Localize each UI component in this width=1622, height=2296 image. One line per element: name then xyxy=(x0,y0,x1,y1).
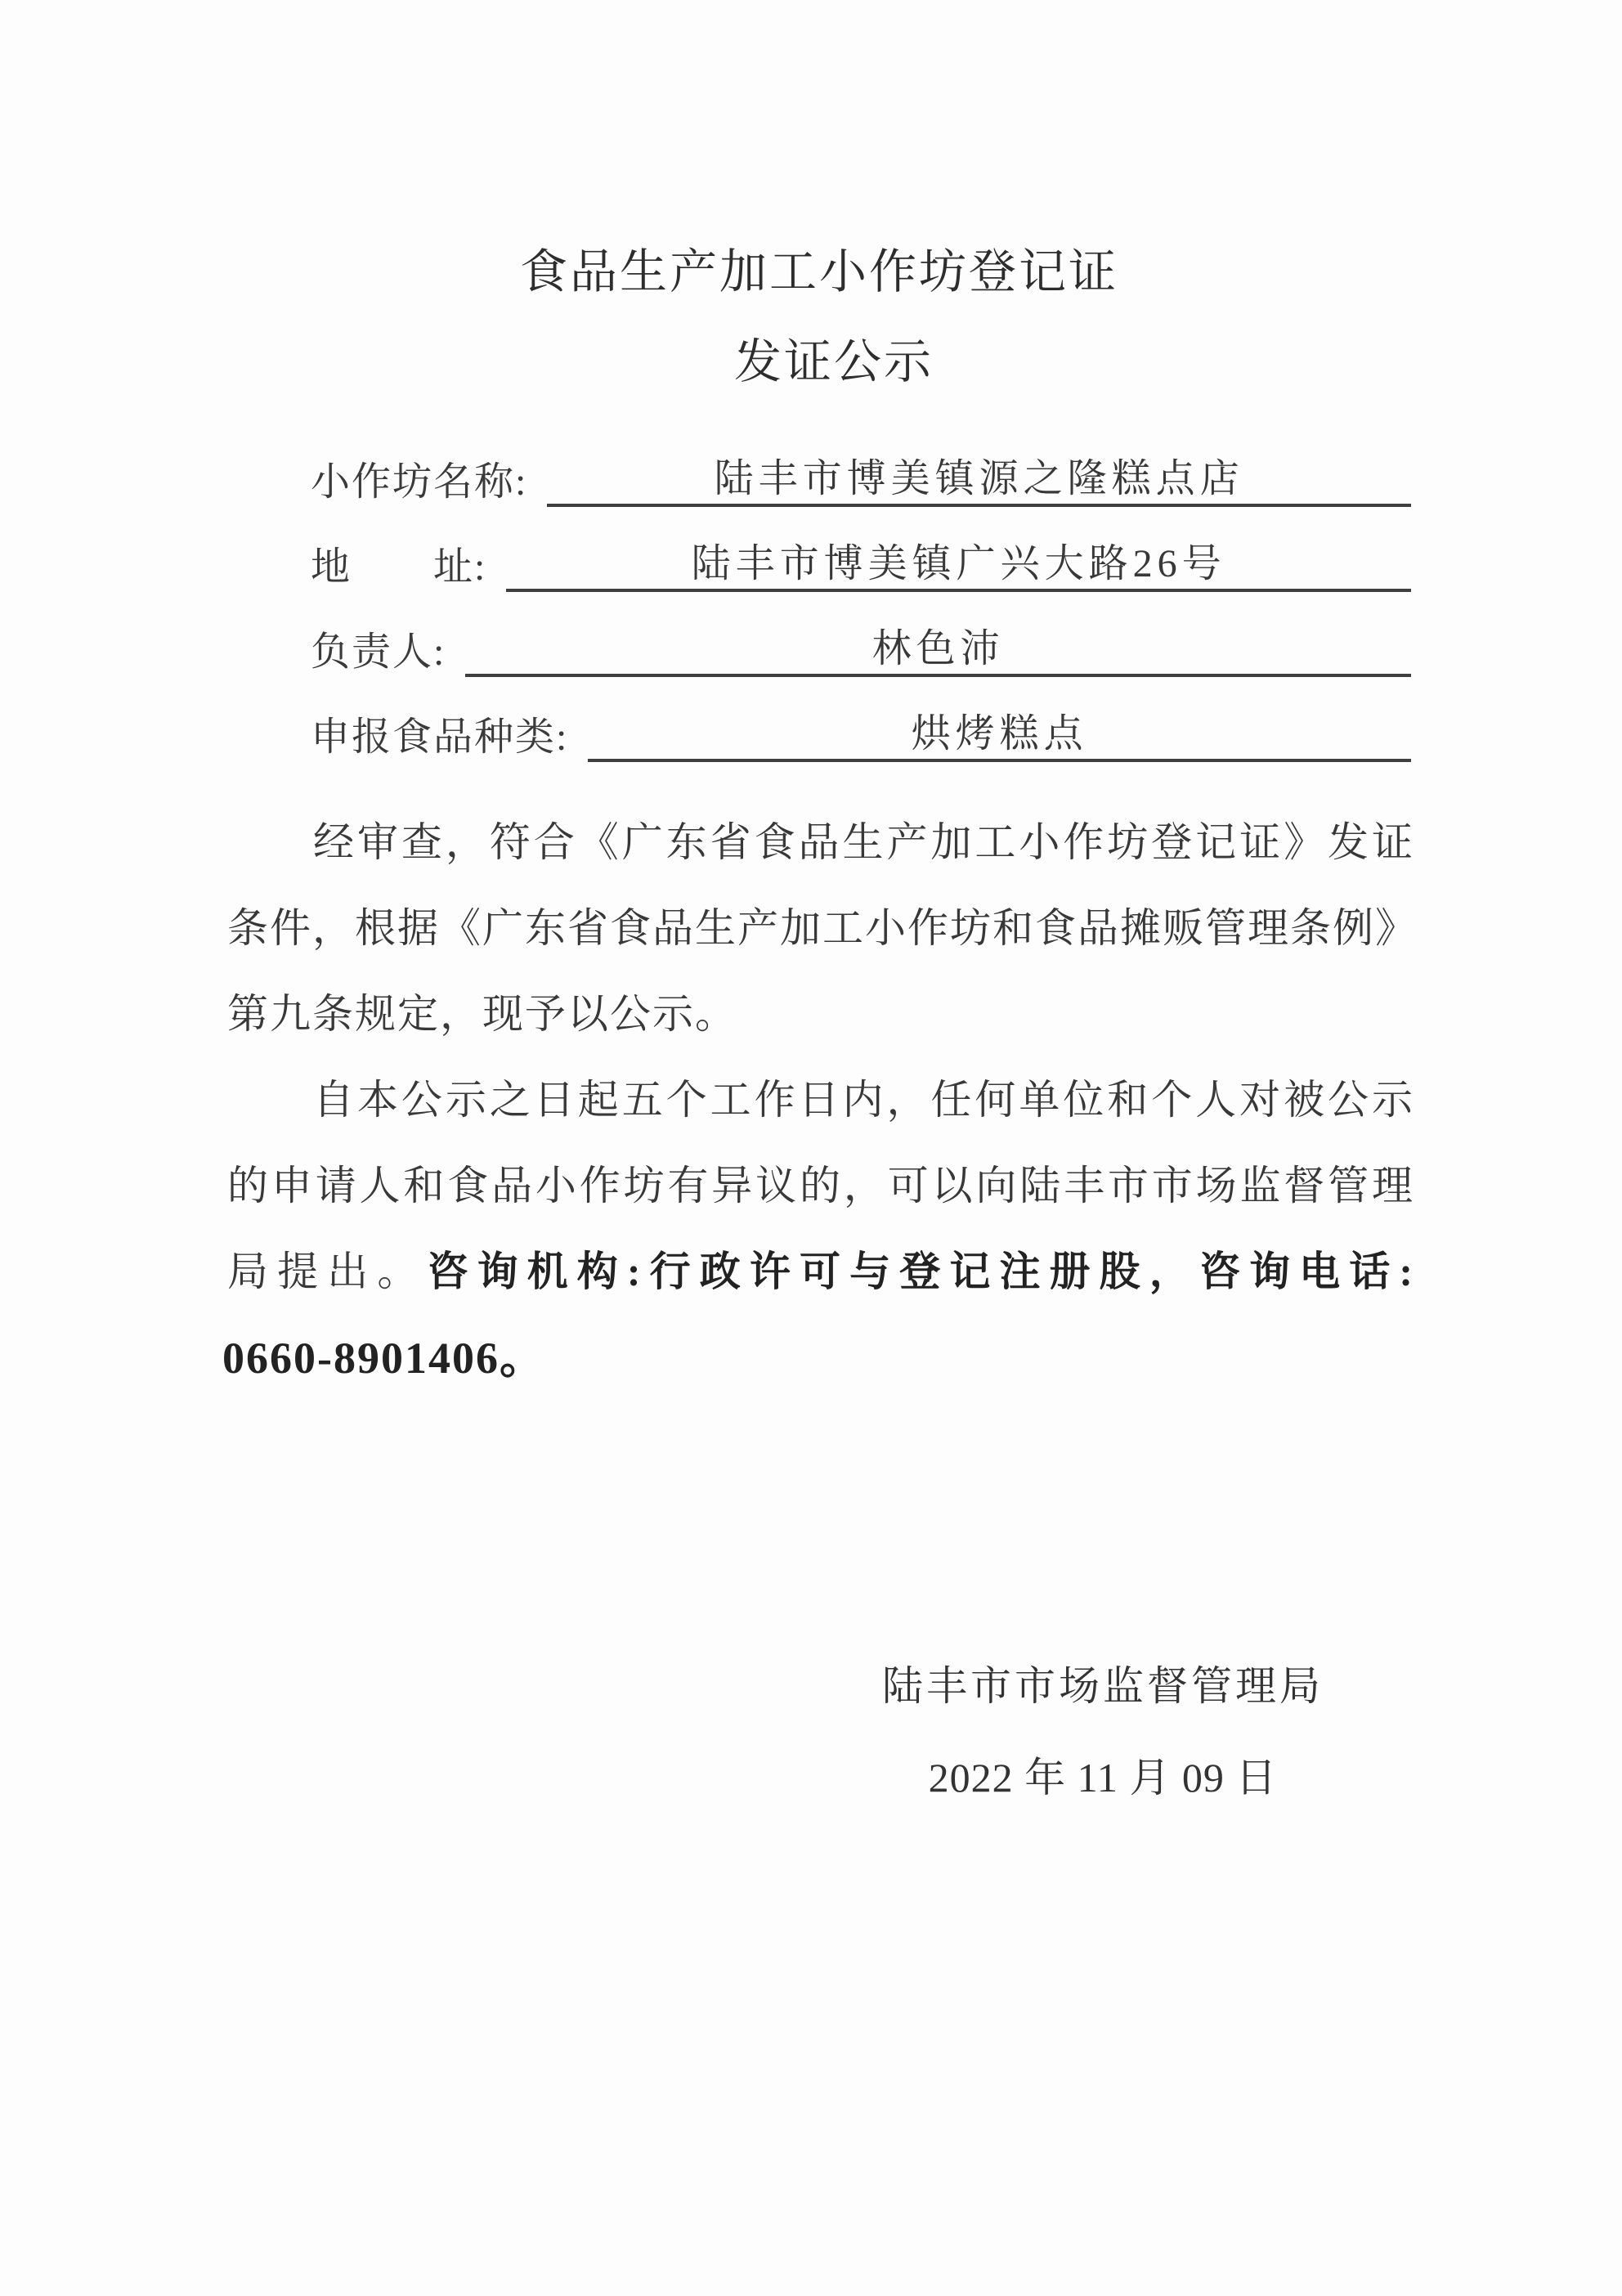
field-row-person-in-charge xyxy=(311,617,1411,677)
field-row-food-category xyxy=(311,702,1411,762)
issuing-agency: 陆丰市市场监督管理局 xyxy=(882,1663,1324,1709)
field-value-address: 陆丰市博美镇广兴大路26号 xyxy=(506,541,1411,592)
document-title: 食品生产加工小作坊登记证 xyxy=(520,245,1119,298)
notice-paragraph2-line1: 自本公示之日起五个工作日内，任何单位和个人对被公示 xyxy=(313,1077,1414,1123)
notice-paragraph1-line1: 经审查，符合《广东省食品生产加工小作坊登记证》发证 xyxy=(313,819,1414,865)
field-label-food-category: 申报食品种类: xyxy=(311,715,569,759)
signature-block xyxy=(881,1663,1324,1800)
notice-paragraph2-line3-bold: 咨询机构:行政许可与登记注册股，咨询电话: xyxy=(427,1249,1414,1294)
field-value-person-in-charge: 林色沛 xyxy=(465,626,1411,677)
notice-paragraph1-line2: 条件，根据《广东省食品生产加工小作坊和食品摊贩管理条例》 xyxy=(227,905,1418,951)
field-label-workshop-name: 小作坊名称: xyxy=(311,460,528,504)
notice-paragraph2-line3 xyxy=(227,1247,1414,1296)
registration-fields xyxy=(311,446,1411,787)
contact-phone-number: 0660-8901406。 xyxy=(222,1334,545,1383)
notice-paragraph2-line3-regular: 局提出。 xyxy=(227,1249,428,1294)
notice-paragraph2-line2: 的申请人和食品小作坊有异议的，可以向陆丰市市场监督管理 xyxy=(227,1163,1414,1209)
notice-paragraph1-line3: 第九条规定，现予以公示。 xyxy=(227,991,737,1037)
field-label-address: 地 址: xyxy=(311,545,487,589)
field-row-address xyxy=(311,531,1411,592)
document-subtitle: 发证公示 xyxy=(734,335,934,388)
issue-date: 2022 年 11 月 09 日 xyxy=(928,1755,1278,1800)
field-label-person-in-charge: 负责人: xyxy=(311,630,446,674)
field-value-food-category: 烘烤糕点 xyxy=(588,711,1411,762)
field-row-workshop-name xyxy=(311,446,1411,507)
field-value-workshop-name: 陆丰市博美镇源之隆糕点店 xyxy=(547,456,1411,507)
